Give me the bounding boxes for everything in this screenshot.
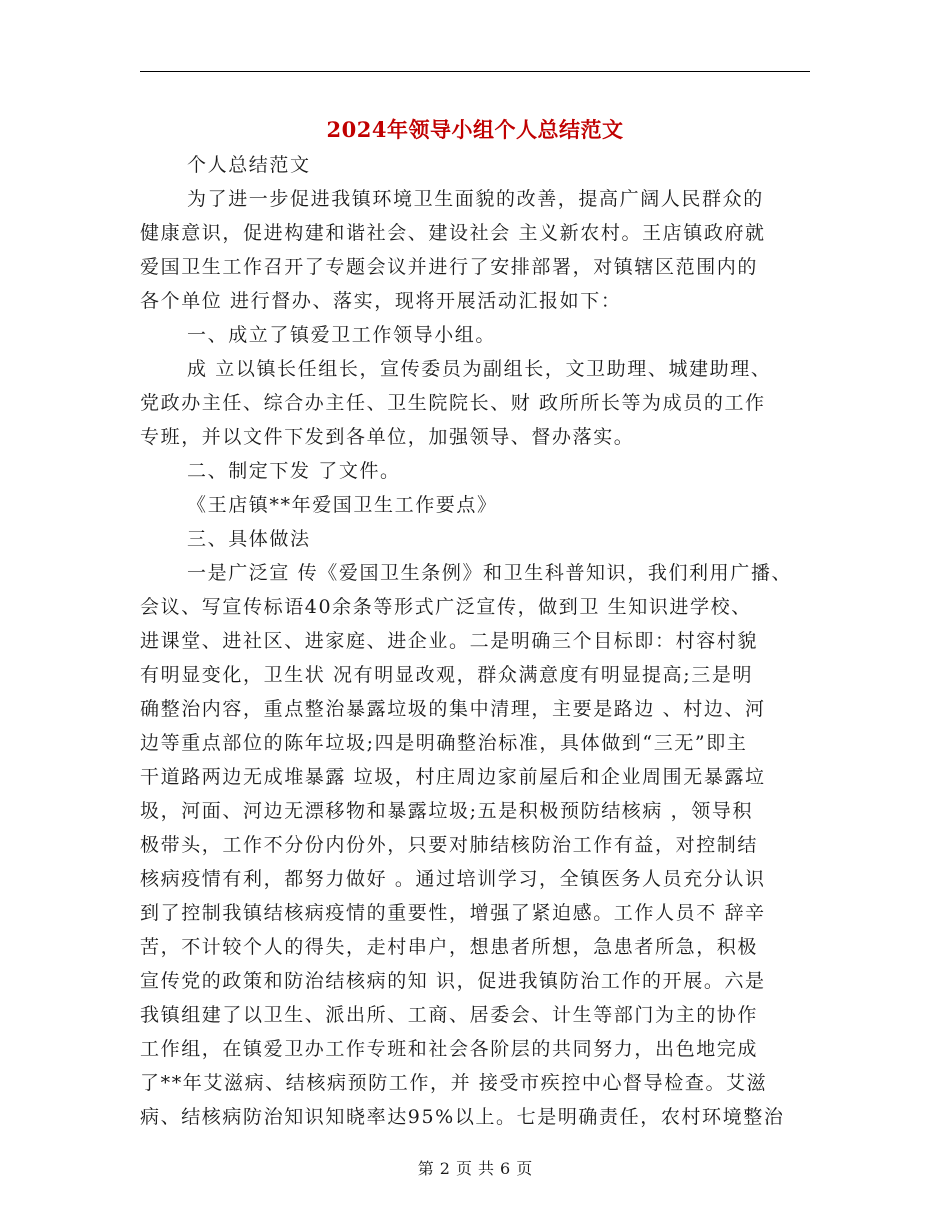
body-line: 为了进一步促进我镇环境卫生面貌的改善，提高广阔人民群众的 bbox=[187, 188, 764, 210]
body-line: 进课堂、进社区、进家庭、进企业。二是明确三个目标即：村容村貌 bbox=[140, 630, 759, 652]
page-footer bbox=[0, 1156, 950, 1179]
body-line: 到了控制我镇结核病疫情的重要性，增强了紧迫感。工作人员不 辞辛 bbox=[140, 902, 766, 924]
body-line: 会议、写宣传标语40余条等形式广泛宣传，做到卫 生知识进学校、 bbox=[140, 596, 752, 618]
body-line: 核病疫情有利，都努力做好 。通过培训学习，全镇医务人员充分认识 bbox=[140, 868, 766, 890]
body-line: 一、成立了镇爱卫工作领导小组。 bbox=[187, 324, 497, 346]
document-title: 2024年领导小组个人总结范文 bbox=[326, 117, 624, 142]
body-line: 苦，不计较个人的得失，走村串户，想患者所想，急患者所急，积极 bbox=[140, 936, 759, 958]
body-line: 极带头，工作不分份内份外，只要对肺结核防治工作有益，对控制结 bbox=[140, 834, 759, 856]
body-line: 各个单位 进行督办、落实，现将开展活动汇报如下： bbox=[140, 290, 622, 312]
body-line: 专班，并以文件下发到各单位，加强领导、督办落实。 bbox=[140, 426, 635, 448]
body-line: 了**年艾滋病、结核病预防工作，并 接受市疾控中心督导检查。艾滋 bbox=[140, 1072, 768, 1094]
header-rule bbox=[140, 71, 810, 72]
body-line: 个人总结范文 bbox=[187, 154, 311, 176]
body-line: 三、具体做法 bbox=[187, 528, 311, 550]
body-line: 工作组，在镇爱卫办工作专班和社会各阶层的共同努力，出色地完成 bbox=[140, 1038, 759, 1060]
body-line: 健康意识，促进构建和谐社会、建设社会 主义新农村。王店镇政府就 bbox=[140, 222, 766, 244]
body-line: 一是广泛宣 传《爱国卫生条例》和卫生科普知识，我们利用广播、 bbox=[187, 562, 793, 584]
body-line: 有明显变化，卫生状 况有明显改观，群众满意度有明显提高;三是明 bbox=[140, 664, 754, 686]
body-line: 干道路两边无成堆暴露 垃圾，村庄周边家前屋后和企业周围无暴露垃 bbox=[140, 766, 766, 788]
total-pages-number: 6 bbox=[500, 1159, 511, 1178]
body-line: 病、结核病防治知识知晓率达95%以上。七是明确责任，农村环境整治 bbox=[140, 1106, 785, 1128]
body-line: 《王店镇**年爱国卫生工作要点》 bbox=[187, 494, 498, 516]
body-line: 二、制定下发 了文件。 bbox=[187, 460, 401, 482]
body-line: 宣传党的政策和防治结核病的知 识，促进我镇防治工作的开展。六是 bbox=[140, 970, 766, 992]
body-line: 确整治内容，重点整治暴露垃圾的集中清理，主要是路边 、村边、河 bbox=[140, 698, 766, 720]
body-line: 成 立以镇长任组长，宣传委员为副组长，文卫助理、城建助理、 bbox=[187, 358, 772, 380]
footer-page-suffix: 页 bbox=[455, 1159, 472, 1178]
body-line: 边等重点部位的陈年垃圾;四是明确整治标准，具体做到“三无”即主 bbox=[140, 732, 748, 754]
body-line: 圾，河面、河边无漂移物和暴露垃圾;五是积极预防结核病 ，领导积 bbox=[140, 800, 754, 822]
body-line: 党政办主任、综合办主任、卫生院院长、财 政所所长等为成员的工作 bbox=[140, 392, 766, 414]
body-line: 我镇组建了以卫生、派出所、工商、居委会、计生等部门为主的协作 bbox=[140, 1004, 759, 1026]
footer-page-label: 第 bbox=[417, 1159, 434, 1178]
footer-pages-suffix: 页 bbox=[516, 1159, 533, 1178]
current-page-number: 2 bbox=[439, 1159, 450, 1178]
body-line: 爱国卫生工作召开了专题会议并进行了安排部署，对镇辖区范围内的 bbox=[140, 256, 759, 278]
footer-total-label: 共 bbox=[478, 1159, 495, 1178]
